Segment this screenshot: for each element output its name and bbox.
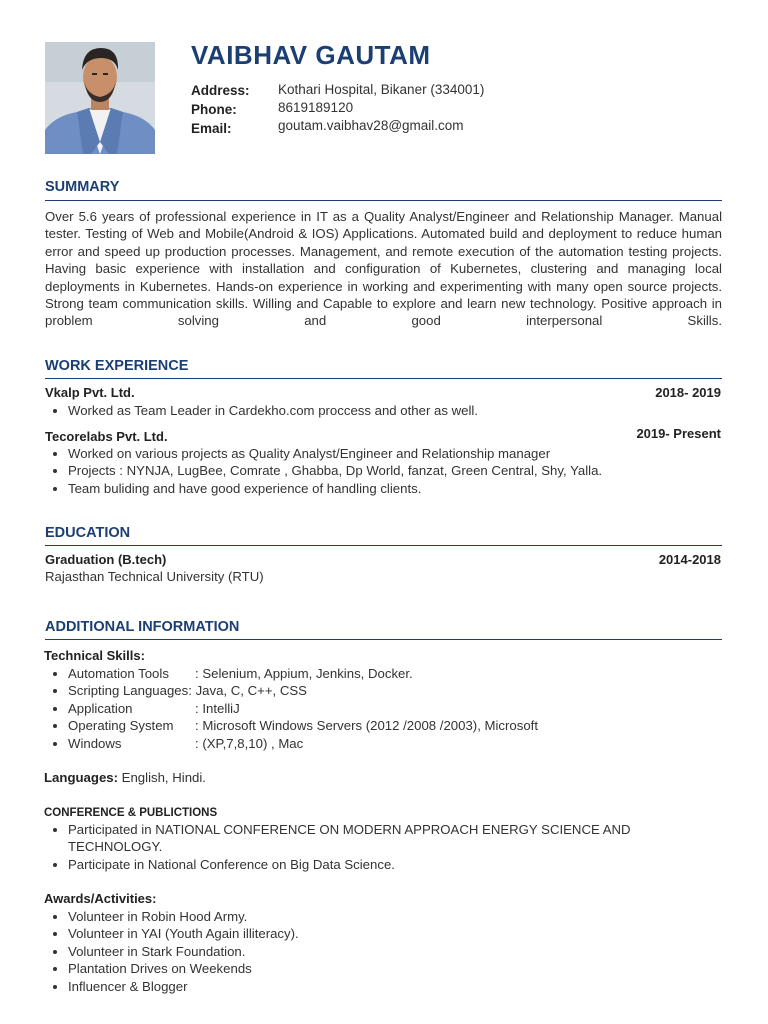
list-item: • Influencer & Blogger	[68, 978, 728, 995]
list-item: • Worked on various projects as Quality Analyst/Engineer and Relationship manager	[68, 445, 728, 462]
phone-label: Phone:	[191, 102, 237, 117]
list-item: • Participated in NATIONAL CONFERENCE ON MODERN APPROACH ENERGY SCIENCE AND TECHNOLOGY.	[68, 821, 708, 856]
job-bullets	[45, 402, 728, 419]
education-dates: 2014-2018	[658, 552, 721, 567]
technical-skills-heading: Technical Skills:	[44, 648, 145, 663]
address-value: Kothari Hospital, Bikaner (334001)	[278, 82, 485, 97]
job-dates: 2019- Present	[636, 426, 721, 441]
list-item	[68, 665, 728, 682]
list-item: • Volunteer in Stark Foundation.	[68, 943, 728, 960]
education-heading: EDUCATION	[45, 525, 131, 541]
list-item: • Participate in National Conference on Big Data Science.	[68, 856, 708, 873]
skill-value: : Java, C, C++, CSS	[188, 683, 307, 699]
summary-divider	[45, 200, 722, 201]
list-item: • Volunteer in YAI (Youth Again illiteracy).	[68, 925, 728, 942]
languages-label: Languages:	[44, 770, 119, 785]
education-divider	[45, 545, 722, 546]
skill-value: : IntelliJ	[195, 700, 240, 716]
skill-value: : (XP,7,8,10) , Mac	[195, 735, 304, 751]
list-item: • Team buliding and have good experience of handling clients.	[68, 480, 728, 497]
job-company: Vkalp Pvt. Ltd.	[45, 385, 135, 400]
skill-key: Automation Tools	[68, 666, 169, 681]
languages-line	[44, 770, 206, 785]
degree: Graduation (B.tech)	[45, 552, 167, 567]
skill-key: Application	[68, 700, 133, 716]
conference-heading: CONFERENCE & PUBLICTIONS	[44, 807, 218, 819]
skills-list	[45, 665, 728, 752]
work-experience-heading: WORK EXPERIENCE	[45, 358, 189, 374]
phone-value: 8619189120	[278, 100, 354, 115]
address-label: Address:	[191, 83, 250, 98]
languages-value: English, Hindi.	[118, 770, 206, 785]
awards-heading: Awards/Activities:	[44, 891, 157, 906]
list-item	[68, 717, 728, 734]
additional-info-heading: ADDITIONAL INFORMATION	[45, 619, 240, 635]
summary-heading: SUMMARY	[45, 179, 120, 195]
list-item: • Volunteer in Robin Hood Army.	[68, 908, 728, 925]
job-dates: 2018- 2019	[655, 385, 721, 400]
email-value: goutam.vaibhav28@gmail.com	[278, 118, 464, 133]
list-item	[68, 700, 728, 717]
list-item: • Projects : NYNJA, LugBee, Comrate , Ghabba, Dp World, fanzat, Green Central, Shy, Yalla.	[68, 462, 728, 479]
list-item	[68, 682, 728, 699]
skill-value: : Selenium, Appium, Jenkins, Docker.	[195, 666, 413, 681]
skill-key: Windows	[68, 735, 122, 751]
skill-key: Operating System	[68, 718, 174, 734]
additional-info-divider	[45, 639, 722, 640]
job-bullets	[45, 445, 728, 497]
skill-key: Scripting Languages	[68, 683, 189, 699]
university: Rajasthan Technical University (RTU)	[45, 569, 264, 584]
candidate-name: VAIBHAV GAUTAM	[191, 40, 431, 70]
email-label: Email:	[191, 121, 232, 136]
work-experience-divider	[45, 378, 722, 379]
profile-photo	[45, 42, 155, 154]
profile-photo-graphic	[45, 42, 155, 154]
awards-list	[45, 908, 728, 995]
skill-value: : Microsoft Windows Servers (2012 /2008 /2003), Microsoft	[195, 718, 539, 734]
job-company: Tecorelabs Pvt. Ltd.	[45, 429, 168, 444]
list-item	[68, 735, 728, 752]
conference-list	[45, 821, 708, 873]
list-item: • Worked as Team Leader in Cardekho.com proccess and other as well.	[68, 402, 728, 419]
list-item: • Plantation Drives on Weekends	[68, 960, 728, 977]
summary-text: Over 5.6 years of professional experience in IT as a Quality Analyst/Engineer and Relationship Manager. Manual tester. Testing of Web and Mobile(Android & IOS) Applications. Automated build and deployment to reduce human error and speed up production processes. Management, and remote execution of the automation testing projects. Having basic experience with installation and configuration of Kubernetes, clustering and managing local deployments in Kubernetes. Hands-on experience in working and experimenting with many open source projects. Strong team communication skills. Willing and Capable to explore and learn new technology. Positive approach in problem solving and good interpersonal Skills.	[45, 209, 722, 329]
